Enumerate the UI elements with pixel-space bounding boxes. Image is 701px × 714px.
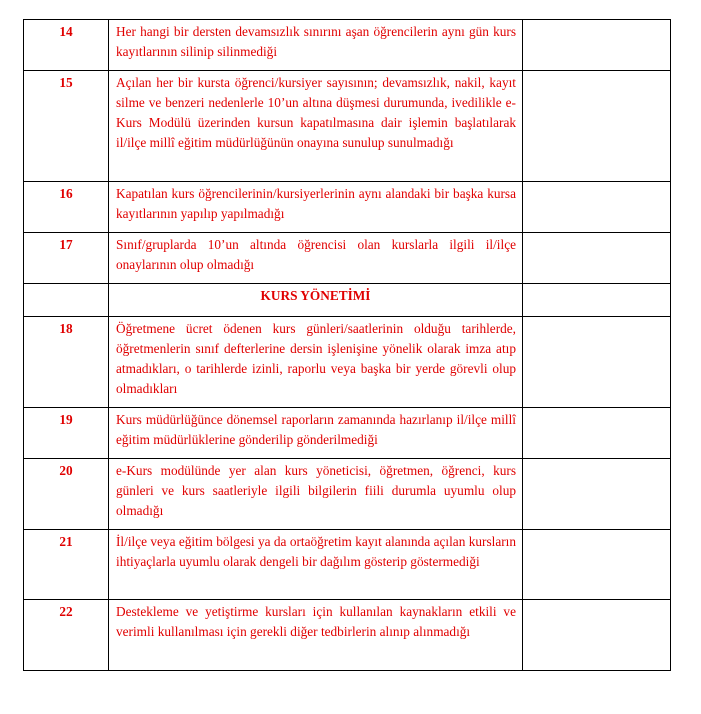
row-result-cell [523,408,671,459]
row-text: Açılan her bir kursta öğrenci/kursiyer sayısının; devamsızlık, nakil, kayıt silme ve benzeri nedenlerle 10’un altına düşmesi durumunda, ivedilikle e-Kurs Modülü üzerinden kursun kapatılmasına dair işlemin başlatılarak il/ilçe millî eğitim müdürlüğünün onayına sunulup sunulmadığı [109,71,523,182]
table-row [24,408,671,459]
table-row [24,600,671,671]
table-row [24,182,671,233]
row-result-cell [523,233,671,284]
row-text: Sınıf/gruplarda 10’un altında öğrencisi olan kurslarla ilgili il/ilçe onaylarının olup olmadığı [109,233,523,284]
table-row [24,20,671,71]
section-result-cell [523,284,671,317]
table-row [24,71,671,182]
row-text: Destekleme ve yetiştirme kursları için kullanılan kaynakların etkili ve verimli kullanılması için gerekli diğer tedbirlerin alınıp alınmadığı [109,600,523,671]
section-title: KURS YÖNETİMİ [109,284,523,317]
row-text: İl/ilçe veya eğitim bölgesi ya da ortaöğretim kayıt alanında açılan kursların ihtiyaçlarla uyumlu olarak dengeli bir dağılım gösterip göstermediği [109,530,523,600]
section-row [24,284,671,317]
row-text: e-Kurs modülünde yer alan kurs yöneticisi, öğretmen, öğrenci, kurs günleri ve kurs saatleriyle ilgili bilgilerin fiili durumla uyumlu olup olmadığı [109,459,523,530]
row-number: 22 [24,600,109,671]
row-result-cell [523,20,671,71]
row-result-cell [523,317,671,408]
row-text: Kapatılan kurs öğrencilerinin/kursiyerlerinin aynı alandaki bir başka kursa kayıtlarının yapılıp yapılmadığı [109,182,523,233]
table-row [24,459,671,530]
section-number-cell [24,284,109,317]
row-result-cell [523,71,671,182]
row-result-cell [523,600,671,671]
row-number: 20 [24,459,109,530]
row-result-cell [523,182,671,233]
row-result-cell [523,459,671,530]
row-number: 21 [24,530,109,600]
row-number: 18 [24,317,109,408]
row-number: 14 [24,20,109,71]
table-row [24,233,671,284]
table-row [24,530,671,600]
row-text: Her hangi bir dersten devamsızlık sınırını aşan öğrencilerin aynı gün kurs kayıtlarının silinip silinmediği [109,20,523,71]
row-number: 15 [24,71,109,182]
row-text: Kurs müdürlüğünce dönemsel raporların zamanında hazırlanıp il/ilçe millî eğitim müdürlüklerine gönderilip gönderilmediği [109,408,523,459]
row-number: 19 [24,408,109,459]
row-text: Öğretmene ücret ödenen kurs günleri/saatlerinin olduğu tarihlerde, öğretmenlerin sınıf defterlerine dersin işlenişine yönelik olarak imza atıp atmadıkları, o tarihlerde izinli, raporlu veya başka bir yerde görevli olup olmadıkları [109,317,523,408]
table-row [24,317,671,408]
checklist-table [23,19,671,671]
row-number: 17 [24,233,109,284]
row-number: 16 [24,182,109,233]
row-result-cell [523,530,671,600]
